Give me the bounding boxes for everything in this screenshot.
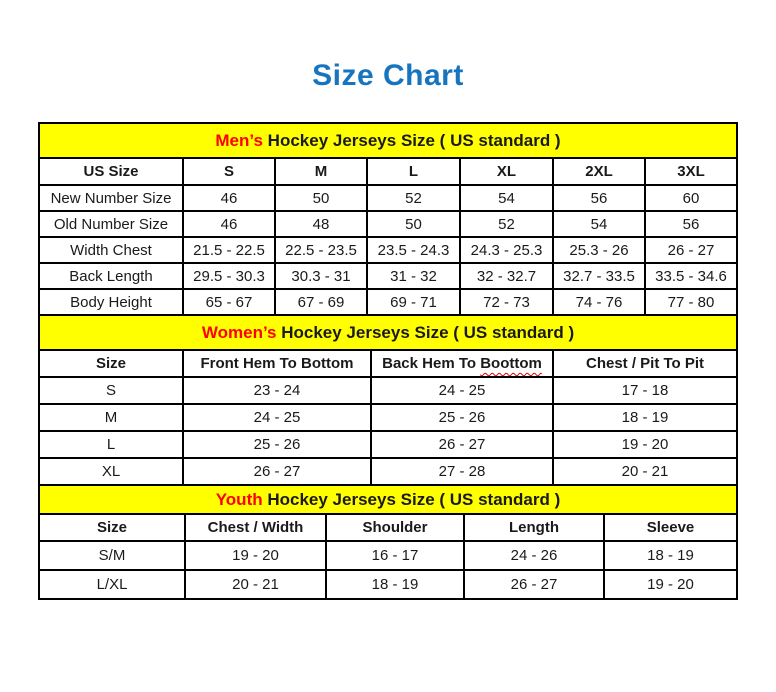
size-value: 32.7 - 33.5 — [553, 263, 645, 289]
table-row-women-xl — [39, 458, 737, 485]
table-row-width-chest — [39, 237, 737, 263]
table-row-women-s — [39, 377, 737, 404]
size-value: 20 - 21 — [185, 570, 326, 599]
size-value: 72 - 73 — [460, 289, 553, 315]
womens-section-band — [39, 315, 737, 350]
youth-section-header — [39, 485, 737, 514]
womens-band-text: Hockey Jerseys Size ( US standard ) — [281, 322, 575, 342]
column-header-xl: XL — [460, 158, 553, 185]
size-value: 50 — [367, 211, 460, 237]
womens-size-table — [38, 314, 738, 486]
size-value: 54 — [460, 185, 553, 211]
row-label: L — [39, 431, 183, 458]
mens-size-table — [38, 122, 738, 316]
size-value: 69 - 71 — [367, 289, 460, 315]
size-value: 56 — [553, 185, 645, 211]
row-label: L/XL — [39, 570, 185, 599]
size-value: 29.5 - 30.3 — [183, 263, 275, 289]
size-value: 24 - 26 — [464, 541, 604, 570]
size-value: 46 — [183, 211, 275, 237]
size-value: 18 - 19 — [326, 570, 464, 599]
column-header-us-size: US Size — [39, 158, 183, 185]
size-value: 30.3 - 31 — [275, 263, 367, 289]
youth-band-text: Hockey Jerseys Size ( US standard ) — [267, 489, 561, 509]
size-value: 52 — [367, 185, 460, 211]
size-value: 18 - 19 — [604, 541, 737, 570]
youth-highlight-label: Youth — [215, 489, 263, 509]
size-value: 25 - 26 — [371, 404, 553, 431]
size-value: 16 - 17 — [326, 541, 464, 570]
size-value: 77 - 80 — [645, 289, 737, 315]
column-header-3xl: 3XL — [645, 158, 737, 185]
size-value: 31 - 32 — [367, 263, 460, 289]
table-row-youth-sm — [39, 541, 737, 570]
size-value: 50 — [275, 185, 367, 211]
table-row-back-length — [39, 263, 737, 289]
size-value: 32 - 32.7 — [460, 263, 553, 289]
column-header-shoulder: Shoulder — [326, 514, 464, 541]
size-value: 33.5 - 34.6 — [645, 263, 737, 289]
column-header-chest-width: Chest / Width — [185, 514, 326, 541]
size-value: 24 - 25 — [371, 377, 553, 404]
size-value: 56 — [645, 211, 737, 237]
size-value: 21.5 - 22.5 — [183, 237, 275, 263]
row-label: Back Length — [39, 263, 183, 289]
column-header-back-hem — [371, 350, 553, 377]
column-header-size: Size — [39, 350, 183, 377]
size-value: 25.3 - 26 — [553, 237, 645, 263]
column-header-s: S — [183, 158, 275, 185]
size-value: 46 — [183, 185, 275, 211]
size-value: 19 - 20 — [553, 431, 737, 458]
mens-header-row — [39, 158, 737, 185]
row-label: Body Height — [39, 289, 183, 315]
row-label: Old Number Size — [39, 211, 183, 237]
size-value: 67 - 69 — [275, 289, 367, 315]
size-value: 74 - 76 — [553, 289, 645, 315]
row-label: XL — [39, 458, 183, 485]
youth-size-table — [38, 484, 738, 600]
column-header-l: L — [367, 158, 460, 185]
womens-section-header — [39, 315, 737, 350]
row-label: M — [39, 404, 183, 431]
mens-band-text: Hockey Jerseys Size ( US standard ) — [267, 130, 561, 150]
size-value: 60 — [645, 185, 737, 211]
row-label: Width Chest — [39, 237, 183, 263]
table-row-women-m — [39, 404, 737, 431]
size-value: 26 - 27 — [371, 431, 553, 458]
table-row-youth-lxl — [39, 570, 737, 599]
column-header-front-hem: Front Hem To Bottom — [183, 350, 371, 377]
youth-section-band — [39, 485, 737, 514]
size-value: 23 - 24 — [183, 377, 371, 404]
table-row-body-height — [39, 289, 737, 315]
column-header-chest-pit: Chest / Pit To Pit — [553, 350, 737, 377]
size-value: 22.5 - 23.5 — [275, 237, 367, 263]
size-value: 65 - 67 — [183, 289, 275, 315]
back-hem-prefix: Back Hem To — [382, 355, 477, 372]
mens-section-header — [39, 123, 737, 158]
size-value: 19 - 20 — [185, 541, 326, 570]
table-row-new-number-size — [39, 185, 737, 211]
column-header-m: M — [275, 158, 367, 185]
size-value: 24.3 - 25.3 — [460, 237, 553, 263]
row-label: S — [39, 377, 183, 404]
row-label: S/M — [39, 541, 185, 570]
back-hem-misspelled-word: Boottom — [480, 355, 542, 372]
size-value: 26 - 27 — [645, 237, 737, 263]
size-value: 23.5 - 24.3 — [367, 237, 460, 263]
table-row-women-l — [39, 431, 737, 458]
mens-section-band — [39, 123, 737, 158]
size-value: 20 - 21 — [553, 458, 737, 485]
size-value: 27 - 28 — [371, 458, 553, 485]
size-value: 26 - 27 — [183, 458, 371, 485]
size-value: 54 — [553, 211, 645, 237]
size-value: 52 — [460, 211, 553, 237]
size-value: 25 - 26 — [183, 431, 371, 458]
size-chart-tables — [38, 122, 736, 600]
youth-header-row — [39, 514, 737, 541]
size-value: 18 - 19 — [553, 404, 737, 431]
column-header-length: Length — [464, 514, 604, 541]
row-label: New Number Size — [39, 185, 183, 211]
page-title: Size Chart — [312, 59, 464, 92]
column-header-sleeve: Sleeve — [604, 514, 737, 541]
size-value: 26 - 27 — [464, 570, 604, 599]
size-value: 19 - 20 — [604, 570, 737, 599]
size-value: 24 - 25 — [183, 404, 371, 431]
womens-highlight-label: Women’s — [201, 322, 277, 342]
mens-highlight-label: Men’s — [215, 130, 263, 150]
size-value: 17 - 18 — [553, 377, 737, 404]
table-row-old-number-size — [39, 211, 737, 237]
womens-header-row — [39, 350, 737, 377]
column-header-2xl: 2XL — [553, 158, 645, 185]
size-value: 48 — [275, 211, 367, 237]
column-header-size: Size — [39, 514, 185, 541]
